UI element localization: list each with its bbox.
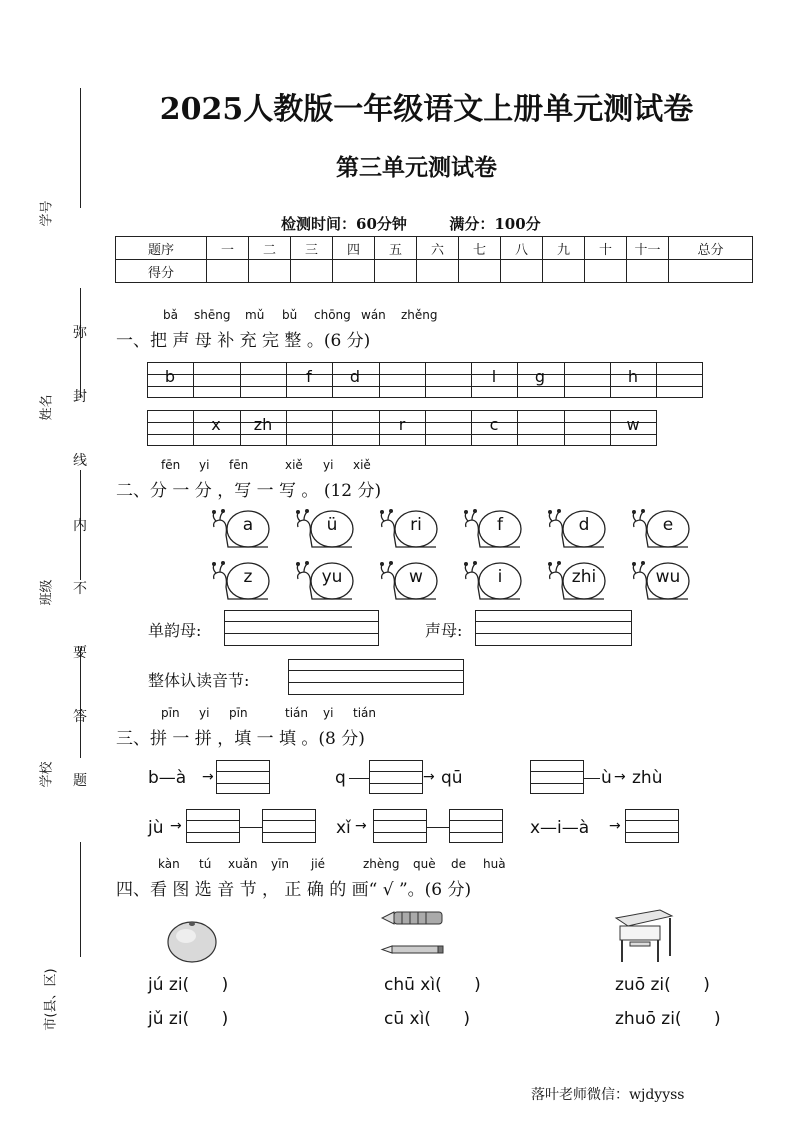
score-cell: 总分 xyxy=(669,237,753,260)
score-input[interactable] xyxy=(627,260,669,283)
seal-char: 内 xyxy=(73,518,87,534)
snail-card[interactable] xyxy=(292,507,354,551)
pinyin-annotation: mǔ xyxy=(245,308,265,322)
page-title: 2025人教版一年级语文上册单元测试卷 xyxy=(159,92,694,127)
snail-card[interactable] xyxy=(460,559,522,603)
pinyin-annotation: tú xyxy=(199,857,212,871)
pinyin-annotation: yīn xyxy=(271,857,290,871)
score-cell: 七 xyxy=(459,237,501,260)
letter-cell[interactable]: b xyxy=(164,367,176,386)
score-input[interactable] xyxy=(543,260,585,283)
snail-letter: f xyxy=(497,515,503,535)
vowels-label: 单韵母: xyxy=(148,621,202,640)
question-2-heading: 二、分 一 分 ，写 一 写 。 (12 分) xyxy=(116,481,382,501)
letter-cell[interactable]: f xyxy=(306,367,312,386)
pinyin-annotation: pīn xyxy=(229,706,248,720)
pinyin-annotation: kàn xyxy=(158,857,180,871)
dash-line xyxy=(349,778,369,779)
score-cell: 二 xyxy=(249,237,291,260)
binding-line xyxy=(80,648,81,758)
page-subtitle: 第三单元测试卷 xyxy=(336,154,497,181)
whole-syllable-answer-box[interactable] xyxy=(288,659,464,695)
student-id-label: 学号 xyxy=(39,200,55,227)
score-table xyxy=(115,236,753,283)
seal-char: 线 xyxy=(73,453,87,469)
answer-box[interactable] xyxy=(216,760,270,794)
snail-letter: d xyxy=(578,515,590,535)
initials-answer-box[interactable] xyxy=(475,610,632,646)
score-input[interactable] xyxy=(417,260,459,283)
score-cell: 六 xyxy=(417,237,459,260)
snail-letter: ü xyxy=(326,515,338,535)
letter-cell[interactable]: c xyxy=(489,415,499,434)
score-cell: 十 xyxy=(585,237,627,260)
score-input[interactable] xyxy=(207,260,249,283)
snail-letter: ri xyxy=(410,515,422,535)
snail-letter: z xyxy=(243,567,253,587)
spelling-item: b—à xyxy=(148,768,187,788)
letter-cell[interactable]: zh xyxy=(253,415,273,434)
snail-card[interactable] xyxy=(376,559,438,603)
dash-line xyxy=(584,778,600,779)
choice-option[interactable]: cū xì( ) xyxy=(384,1009,470,1029)
score-input[interactable] xyxy=(669,260,753,283)
seal-char: 弥 xyxy=(73,325,87,341)
pinyin-annotation: huà xyxy=(483,857,506,871)
pinyin-annotation: xiě xyxy=(353,458,371,472)
pinyin-annotation: fēn xyxy=(229,458,249,472)
spelling-item: jù xyxy=(148,818,164,838)
letter-cell[interactable]: l xyxy=(491,367,497,386)
choice-option[interactable]: zuō zi( ) xyxy=(615,975,710,995)
spelling-item: ù xyxy=(601,768,612,788)
exam-info xyxy=(281,213,541,234)
choice-option[interactable]: jú zi( ) xyxy=(148,975,229,995)
snail-letter: e xyxy=(662,515,674,535)
seal-char: 封 xyxy=(73,389,87,405)
answer-box[interactable] xyxy=(369,760,423,794)
footer-contact: 落叶老师微信：wjdyyss xyxy=(531,1087,685,1103)
pencil-icon xyxy=(380,908,444,960)
class-label: 班级 xyxy=(39,579,55,606)
answer-box[interactable] xyxy=(449,809,503,843)
initials-label: 声母: xyxy=(425,621,463,640)
full-score: 满分：100分 xyxy=(449,215,541,233)
score-input[interactable] xyxy=(375,260,417,283)
district-label: 市(县、区) xyxy=(43,968,59,1031)
seal-char: 题 xyxy=(73,773,87,789)
score-cell: 一 xyxy=(207,237,249,260)
letter-cell[interactable]: g xyxy=(534,367,546,386)
spelling-item: x—i—à xyxy=(530,818,590,838)
pinyin-annotation: bǎ xyxy=(163,308,178,322)
snail-card[interactable] xyxy=(628,559,690,603)
score-cell: 五 xyxy=(375,237,417,260)
answer-box[interactable] xyxy=(262,809,316,843)
score-cell: 十一 xyxy=(627,237,669,260)
score-cell: 得分 xyxy=(116,260,207,283)
question-1-heading: 一、把 声 母 补 充 完 整 。(6 分) xyxy=(116,331,371,351)
binding-line xyxy=(80,288,81,398)
binding-line xyxy=(80,842,81,957)
question-4-heading: 四、看 图 选 音 节 ， 正 确 的 画“ √ ”。(6 分) xyxy=(116,880,472,900)
snail-card[interactable] xyxy=(544,507,606,551)
writing-staff-row1 xyxy=(147,362,703,398)
snail-card[interactable] xyxy=(628,507,690,551)
pinyin-annotation: bǔ xyxy=(282,308,298,322)
pinyin-annotation: chōng xyxy=(314,308,351,322)
score-header-row xyxy=(116,237,753,260)
pinyin-annotation: xiě xyxy=(285,458,303,472)
snail-card[interactable] xyxy=(460,507,522,551)
dash-line xyxy=(427,827,449,828)
arrow-icon: → xyxy=(609,818,621,834)
pinyin-annotation: pīn xyxy=(161,706,180,720)
pinyin-annotation: xuǎn xyxy=(228,857,258,871)
name-label: 姓名 xyxy=(39,394,55,421)
arrow-icon: → xyxy=(423,769,435,785)
choice-option[interactable]: chū xì( ) xyxy=(384,975,481,995)
score-cell: 题序 xyxy=(116,237,207,260)
pinyin-annotation: tián xyxy=(285,706,308,720)
pinyin-annotation: yi xyxy=(199,458,210,472)
spelling-result: zhù xyxy=(632,768,663,788)
snail-letter: yu xyxy=(321,567,343,587)
pinyin-annotation: yi xyxy=(323,706,334,720)
pinyin-annotation: zhèng xyxy=(363,857,400,871)
pinyin-annotation: shēng xyxy=(194,308,231,322)
score-value-row xyxy=(116,260,753,283)
pinyin-annotation: què xyxy=(413,857,436,871)
score-cell: 九 xyxy=(543,237,585,260)
choice-option[interactable]: jǔ zi( ) xyxy=(148,1009,229,1029)
whole-syllable-label: 整体认读音节: xyxy=(148,671,250,690)
pinyin-annotation: fēn xyxy=(161,458,181,472)
arrow-icon: → xyxy=(355,818,367,834)
snail-letter: zhi xyxy=(571,567,597,587)
arrow-icon: → xyxy=(614,769,626,785)
snail-card[interactable] xyxy=(544,559,606,603)
pinyin-annotation: tián xyxy=(353,706,376,720)
score-cell: 三 xyxy=(291,237,333,260)
score-cell: 四 xyxy=(333,237,375,260)
snail-card[interactable] xyxy=(208,507,270,551)
exam-time: 检测时间：60分钟 xyxy=(281,215,407,233)
score-input[interactable] xyxy=(585,260,627,283)
score-cell: 八 xyxy=(501,237,543,260)
school-label: 学校 xyxy=(39,761,55,788)
pinyin-annotation: de xyxy=(451,857,466,871)
orange-icon xyxy=(166,918,218,964)
snail-letter: a xyxy=(242,515,254,535)
seal-char: 要 xyxy=(73,645,87,661)
snail-letter: i xyxy=(497,567,503,587)
question-3-heading: 三、拼 一 拼 ，填 一 填 。(8 分) xyxy=(116,729,365,749)
pinyin-annotation: yi xyxy=(199,706,210,720)
score-input[interactable] xyxy=(249,260,291,283)
writing-staff-row2 xyxy=(147,410,657,446)
snail-card[interactable] xyxy=(292,559,354,603)
pinyin-annotation: jié xyxy=(311,857,326,871)
spelling-result: qū xyxy=(441,768,463,788)
answer-box[interactable] xyxy=(186,809,240,843)
choice-option[interactable]: zhuō zi( ) xyxy=(615,1009,721,1029)
dash-line xyxy=(240,827,262,828)
seal-char: 答 xyxy=(73,709,87,725)
spelling-item: xǐ xyxy=(336,818,351,838)
score-input[interactable] xyxy=(333,260,375,283)
score-input[interactable] xyxy=(459,260,501,283)
letter-cell[interactable]: w xyxy=(626,415,640,434)
pinyin-annotation: yi xyxy=(323,458,334,472)
letter-cell[interactable]: r xyxy=(398,415,406,434)
letter-cell[interactable]: x xyxy=(211,415,221,434)
answer-box[interactable] xyxy=(373,809,427,843)
pinyin-annotation: wán xyxy=(361,308,386,322)
answer-box[interactable] xyxy=(530,760,584,794)
answer-box[interactable] xyxy=(625,809,679,843)
letter-cell[interactable]: d xyxy=(349,367,361,386)
score-input[interactable] xyxy=(291,260,333,283)
pinyin-annotation: zhěng xyxy=(401,308,438,322)
snail-letter: w xyxy=(409,567,423,587)
seal-char: 不 xyxy=(73,581,87,597)
desk-icon xyxy=(610,906,676,964)
letter-cell[interactable]: h xyxy=(627,367,639,386)
arrow-icon: → xyxy=(202,769,214,785)
arrow-icon: → xyxy=(170,818,182,834)
spelling-item: q xyxy=(335,768,346,788)
snail-letter: wu xyxy=(655,567,681,587)
snail-card[interactable] xyxy=(208,559,270,603)
snail-card[interactable] xyxy=(376,507,438,551)
vowels-answer-box[interactable] xyxy=(224,610,379,646)
score-input[interactable] xyxy=(501,260,543,283)
